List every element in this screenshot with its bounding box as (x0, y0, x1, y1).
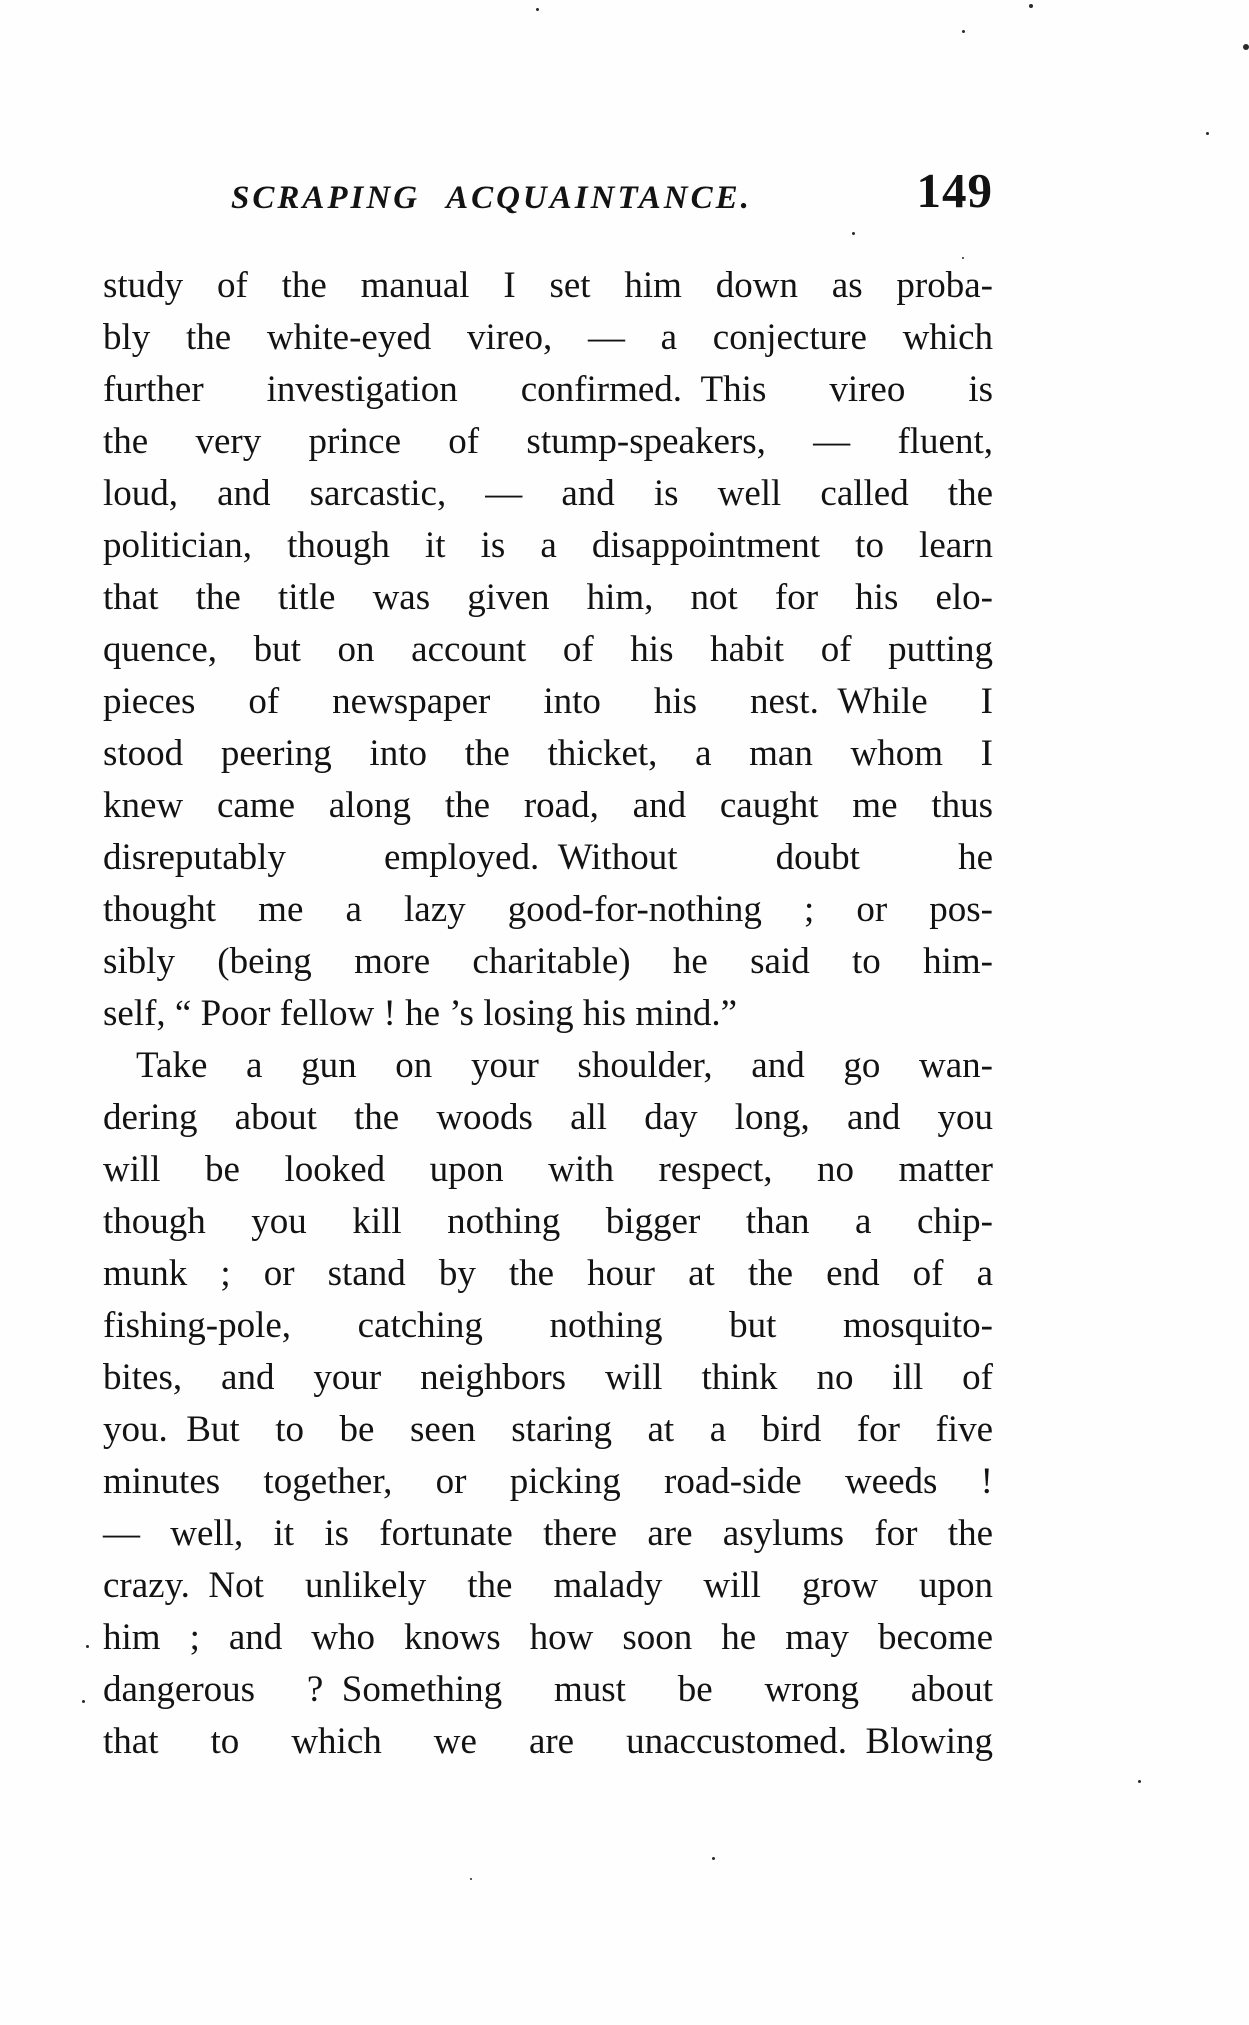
scan-speck (1243, 44, 1249, 50)
body-text (103, 260, 993, 1768)
text-line: thought me a lazy good-for-nothing ; or pos- (103, 889, 993, 930)
text-line: him ; and who knows how soon he may become (103, 1617, 993, 1658)
text-line: loud, and sarcastic, — and is well called the (103, 473, 993, 514)
text-line: crazy. Not unlikely the malady will grow upon (103, 1565, 993, 1606)
text-line: self, “ Poor fellow ! he ’s losing his mind.” (103, 993, 738, 1034)
text-line: politician, though it is a disappointment to learn (103, 525, 993, 566)
scan-speck (962, 257, 964, 259)
text-line: pieces of newspaper into his nest. While I (103, 681, 993, 722)
scan-speck (1206, 132, 1209, 135)
scan-speck (852, 232, 855, 235)
scan-speck (962, 30, 965, 33)
text-line: though you kill nothing bigger than a chip- (103, 1201, 993, 1242)
scan-speck (470, 1878, 472, 1880)
text-line: knew came along the road, and caught me thus (103, 785, 993, 826)
text-line: Take a gun on your shoulder, and go wan- (136, 1045, 993, 1086)
text-line: study of the manual I set him down as proba- (103, 265, 993, 306)
text-line: that to which we are unaccustomed. Blowing (103, 1721, 993, 1762)
scan-speck (82, 1700, 85, 1703)
text-line: quence, but on account of his habit of putting (103, 629, 993, 670)
text-line: — well, it is fortunate there are asylums for the (103, 1513, 993, 1554)
text-line: stood peering into the thicket, a man whom I (103, 733, 993, 774)
scan-speck (1029, 4, 1033, 8)
text-line: bly the white-eyed vireo, — a conjecture which (103, 317, 993, 358)
text-line: fishing-pole, catching nothing but mosquito- (103, 1305, 993, 1346)
scan-speck (86, 1645, 89, 1648)
text-line: further investigation confirmed. This vireo is (103, 369, 993, 410)
text-line: dering about the woods all day long, and you (103, 1097, 993, 1138)
text-line: will be looked upon with respect, no matter (103, 1149, 993, 1190)
scan-speck (712, 1857, 715, 1860)
text-line: minutes together, or picking road-side weeds ! (103, 1461, 993, 1502)
text-line: you. But to be seen staring at a bird for five (103, 1409, 993, 1450)
text-line: bites, and your neighbors will think no ill of (103, 1357, 993, 1398)
text-line: the very prince of stump-speakers, — fluent, (103, 421, 993, 462)
scan-speck (536, 8, 539, 11)
text-line: that the title was given him, not for his elo- (103, 577, 993, 618)
text-line: disreputably employed. Without doubt he (103, 837, 993, 878)
text-line: sibly (being more charitable) he said to him- (103, 941, 993, 982)
text-line: dangerous ? Something must be wrong about (103, 1669, 993, 1710)
page-number: 149 (916, 163, 993, 218)
text-line: munk ; or stand by the hour at the end of a (103, 1253, 993, 1294)
scan-speck (1138, 1780, 1141, 1783)
running-header-title: SCRAPING ACQUAINTANCE. (231, 180, 752, 216)
